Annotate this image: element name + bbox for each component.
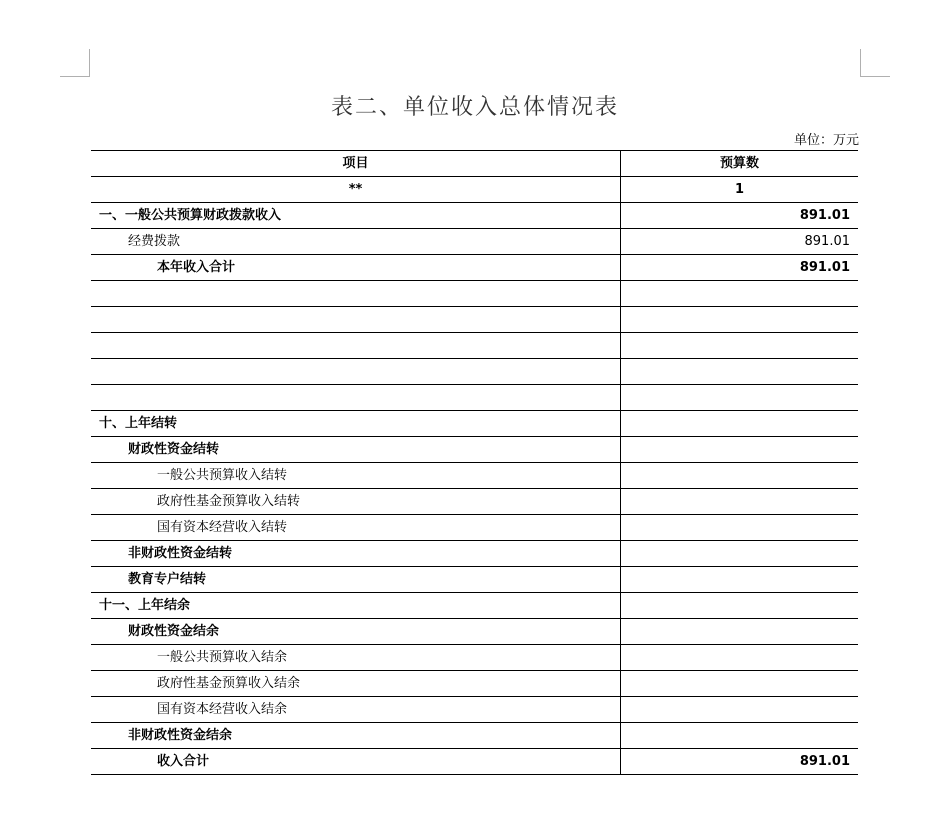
header-budget: 预算数	[621, 151, 859, 177]
table-row	[91, 203, 858, 229]
table-row	[91, 229, 858, 255]
row-value	[621, 281, 859, 307]
row-label	[91, 333, 621, 359]
row-value: 891.01	[621, 255, 859, 281]
crop-mark-top-left-horizontal	[60, 76, 90, 77]
row-value	[621, 645, 859, 671]
row-label: 政府性基金预算收入结余	[91, 671, 621, 697]
table-body	[91, 177, 858, 775]
row-value	[621, 385, 859, 411]
table-row	[91, 541, 858, 567]
row-value	[621, 723, 859, 749]
crop-mark-top-right-horizontal	[860, 76, 890, 77]
row-value: 891.01	[621, 203, 859, 229]
row-value	[621, 619, 859, 645]
row-label: 非财政性资金结余	[91, 723, 621, 749]
row-value	[621, 593, 859, 619]
income-table	[91, 150, 858, 775]
row-value	[621, 411, 859, 437]
index-row	[91, 177, 858, 203]
row-value	[621, 671, 859, 697]
row-label: 财政性资金结转	[91, 437, 621, 463]
row-value	[621, 515, 859, 541]
row-label: 十、上年结转	[91, 411, 621, 437]
table-row	[91, 593, 858, 619]
table-row	[91, 515, 858, 541]
table-row	[91, 281, 858, 307]
index-item: **	[91, 177, 621, 203]
row-value	[621, 567, 859, 593]
row-value: 891.01	[621, 229, 859, 255]
row-label	[91, 281, 621, 307]
row-label: 一般公共预算收入结转	[91, 463, 621, 489]
table-row	[91, 333, 858, 359]
table-row	[91, 749, 858, 775]
header-item: 项目	[91, 151, 621, 177]
row-label: 本年收入合计	[91, 255, 621, 281]
row-label: 国有资本经营收入结转	[91, 515, 621, 541]
index-budget: 1	[621, 177, 859, 203]
row-label: 教育专户结转	[91, 567, 621, 593]
row-value	[621, 437, 859, 463]
row-value	[621, 333, 859, 359]
row-label: 一般公共预算收入结余	[91, 645, 621, 671]
row-label: 国有资本经营收入结余	[91, 697, 621, 723]
row-value	[621, 307, 859, 333]
row-label	[91, 359, 621, 385]
table-row	[91, 255, 858, 281]
table-row	[91, 489, 858, 515]
table-row	[91, 411, 858, 437]
table-row	[91, 385, 858, 411]
table-row	[91, 645, 858, 671]
row-label	[91, 385, 621, 411]
table-row	[91, 437, 858, 463]
row-value	[621, 697, 859, 723]
row-value: 891.01	[621, 749, 859, 775]
table-row	[91, 697, 858, 723]
row-label: 一、一般公共预算财政拨款收入	[91, 203, 621, 229]
row-label: 经费拨款	[91, 229, 621, 255]
row-label	[91, 307, 621, 333]
row-value	[621, 489, 859, 515]
row-value	[621, 359, 859, 385]
table-row	[91, 359, 858, 385]
crop-mark-top-right-vertical	[860, 49, 861, 77]
crop-mark-top-left-vertical	[89, 49, 90, 77]
page-title: 表二、单位收入总体情况表	[330, 95, 619, 120]
row-label: 十一、上年结余	[91, 593, 621, 619]
row-label: 政府性基金预算收入结转	[91, 489, 621, 515]
row-value	[621, 463, 859, 489]
table-row	[91, 723, 858, 749]
table-row	[91, 567, 858, 593]
table-row	[91, 671, 858, 697]
table-row	[91, 619, 858, 645]
table-row	[91, 307, 858, 333]
table-header-row	[91, 151, 858, 177]
row-value	[621, 541, 859, 567]
row-label: 收入合计	[91, 749, 621, 775]
row-label: 财政性资金结余	[91, 619, 621, 645]
unit-label: 单位：万元	[793, 133, 859, 148]
row-label: 非财政性资金结转	[91, 541, 621, 567]
table-row	[91, 463, 858, 489]
